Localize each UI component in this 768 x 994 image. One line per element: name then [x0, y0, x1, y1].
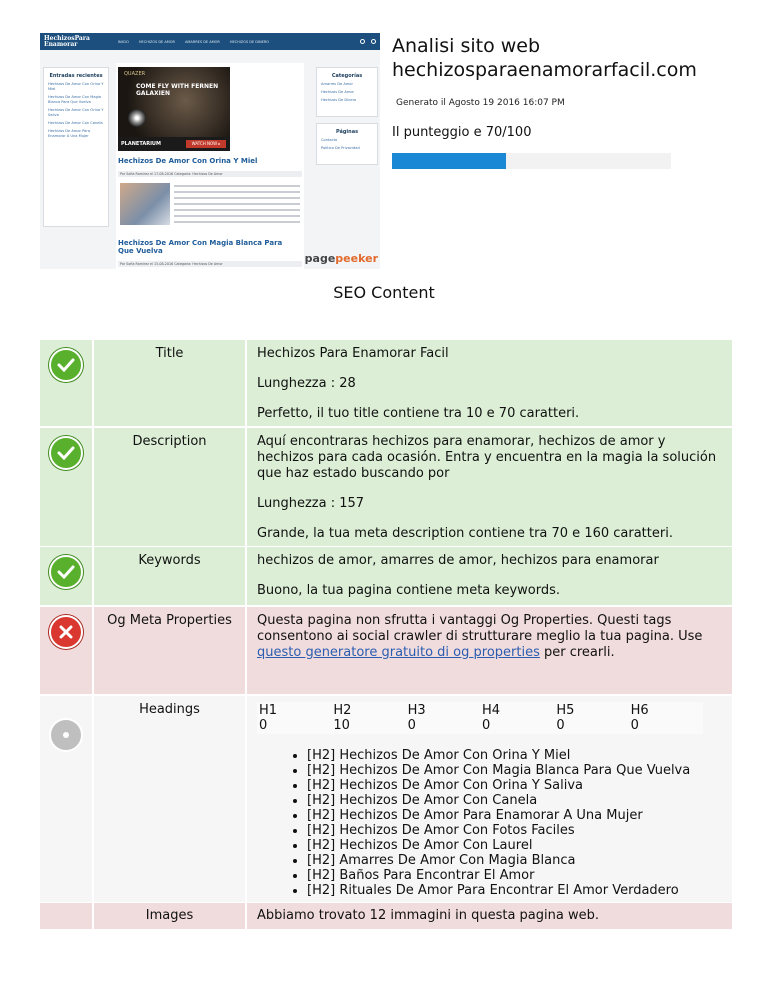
- og-text-end: per crearli.: [539, 645, 615, 660]
- thumb-post-title: Hechizos De Amor Con Orina Y Miel: [118, 157, 258, 165]
- cross-icon: [49, 615, 83, 649]
- thumb-ad-banner: [118, 67, 230, 151]
- section-title: SEO Content: [333, 283, 435, 302]
- seo-row-title: [40, 340, 732, 426]
- list-item: • [H2] Hechizos De Amor Con Magia Blanca Para Que Vuelva: [307, 763, 722, 778]
- list-item: • [H2] Hechizos De Amor Con Orina Y Miel: [307, 748, 722, 763]
- thumb-nav-item: HECHIZOS DE DINERO: [229, 39, 270, 44]
- pagepeeker-watermark: pagepeeker: [304, 252, 378, 265]
- og-generator-link[interactable]: questo generatore gratuito di og properties: [257, 645, 540, 660]
- list-item: • [H2] Baños Para Encontrar El Amor: [307, 868, 722, 883]
- row-label: Images: [92, 903, 247, 929]
- row-label: Keywords: [92, 547, 247, 605]
- thumb-widget-link: Hechizos De Amor Para Enamorar A Una Mujer: [48, 129, 91, 138]
- thumb-widget-title: Páginas: [335, 129, 359, 135]
- list-item: • [H2] Hechizos De Amor Con Canela: [307, 793, 722, 808]
- thumb-nav-item: HECHIZOS DE AMOR: [138, 39, 175, 44]
- website-screenshot: [40, 33, 380, 269]
- score-progress-bar: [392, 153, 671, 169]
- title-value: Hechizos Para Enamorar Facil: [257, 346, 449, 361]
- seo-row-description: [40, 428, 732, 546]
- check-icon: [49, 436, 83, 470]
- thumb-ad-title: COME FLY WITH FERNEN GALAXIEN: [136, 83, 219, 97]
- thumb-navbar: [40, 33, 380, 50]
- thumb-ad-brand: QUAZER: [124, 71, 146, 77]
- site-analysis-title: [392, 34, 697, 82]
- title-line: Analisi sito web: [392, 35, 541, 57]
- seo-row-headings: [40, 696, 732, 902]
- row-value: [247, 607, 732, 694]
- keywords-value: hechizos de amor, amarres de amor, hechizos para enamorar: [257, 553, 659, 568]
- description-value: Aquí encontraras hechizos para enamorar, hechizos de amor y hechizos para cada ocasión. Entra y encuentra en la magia la solución que haz estado buscando por: [257, 434, 717, 481]
- seo-row-keywords: [40, 547, 732, 605]
- check-icon: [49, 555, 83, 589]
- thumb-ad-button: WATCH NOW ▸: [186, 140, 226, 148]
- thumb-widget-title: Categorías: [331, 73, 363, 79]
- heading-col-h4: H4 0: [481, 703, 501, 733]
- thumb-menu-icon: [371, 39, 376, 44]
- row-value: [247, 340, 732, 426]
- score-progress-fill: [392, 153, 506, 169]
- thumb-post-excerpt: [174, 185, 300, 227]
- thumb-ad-bar: [118, 137, 230, 151]
- thumb-post-meta: Por Sofia Ramirez el 17-08-2016 Categoria: Hechizos De Amor: [118, 171, 302, 177]
- thumb-search-icon: [360, 39, 365, 44]
- thumb-recent-posts-widget: [43, 67, 109, 227]
- row-label: Og Meta Properties: [92, 607, 247, 694]
- og-text: Questa pagina non sfrutta i vantaggi Og Properties. Questi tags consentono ai social crawler di strutturare meglio la tua pagina. Use: [257, 613, 703, 644]
- row-label: Title: [92, 340, 247, 426]
- images-value: Abbiamo trovato 12 immagini in questa pagina web.: [257, 908, 599, 923]
- thumb-widget-link: Hechizos De Amor Con Magia Blanca Para Que Vuelva: [48, 95, 102, 104]
- list-item: • [H2] Hechizos De Amor Con Laurel: [307, 838, 722, 853]
- thumb-widget-link: Hechizos De Amor: [321, 90, 355, 94]
- score-text: Il punteggio e 70/100: [392, 125, 532, 140]
- thumb-widget-link: Amarres De Amor: [321, 82, 353, 86]
- thumb-widget-link: Hechizos De Dinero: [321, 98, 357, 102]
- info-icon: [49, 718, 83, 752]
- description-message: Grande, la tua meta description contiene tra 70 e 160 caratteri.: [257, 526, 673, 541]
- thumb-widget-link: Hechizos De Amor Con Orina Y Saliva: [48, 108, 104, 117]
- title-message: Perfetto, il tuo title contiene tra 10 e 70 caratteri.: [257, 406, 580, 421]
- description-length: Lunghezza : 157: [257, 496, 365, 511]
- list-item: • [H2] Rituales De Amor Para Encontrar El Amor Verdadero: [307, 883, 722, 898]
- keywords-message: Buono, la tua pagina contiene meta keywords.: [257, 583, 561, 598]
- list-item: • [H2] Hechizos De Amor Con Fotos Faciles: [307, 823, 722, 838]
- thumb-post-meta: Por Sofia Ramirez el 15-08-2016 Categoria: Hechizos De Amor: [118, 261, 302, 267]
- heading-col-h6: H6 0: [630, 703, 649, 733]
- heading-col-h5: H5 0: [556, 703, 575, 733]
- list-item: • [H2] Hechizos De Amor Para Enamorar A Una Mujer: [307, 808, 722, 823]
- thumb-widget-link: Contacto: [321, 138, 338, 142]
- row-value: [247, 428, 732, 546]
- row-value: [247, 696, 732, 902]
- thumb-ad-bar-text: PLANETARIUM: [121, 141, 161, 147]
- thumb-widget-title: Entradas recientes: [49, 73, 103, 79]
- row-value: [247, 547, 732, 605]
- title-length: Lunghezza : 28: [257, 376, 356, 391]
- heading-col-h1: H1 0: [259, 703, 278, 733]
- seo-row-images: [40, 903, 732, 929]
- thumb-main-content: [116, 63, 304, 269]
- row-label: Headings: [92, 696, 247, 902]
- thumb-categories-widget: [316, 67, 378, 117]
- thumb-widget-link: Política De Privacidad: [321, 146, 360, 150]
- list-item: • [H2] Hechizos De Amor Con Orina Y Saliva: [307, 778, 722, 793]
- list-item: • [H2] Amarres De Amor Con Magia Blanca: [307, 853, 722, 868]
- row-label: Description: [92, 428, 247, 546]
- site-domain: hechizosparaenamorarfacil.com: [392, 59, 697, 81]
- thumb-post-title: Hechizos De Amor Con Magia Blanca Para Que Vuelva: [118, 239, 283, 255]
- check-icon: [49, 348, 83, 382]
- thumb-nav-item: INICIO: [118, 39, 129, 44]
- thumb-ad-planet-icon: [128, 109, 146, 127]
- seo-row-og-properties: [40, 607, 732, 694]
- generated-date: Generato il Agosto 19 2016 16:07 PM: [396, 98, 565, 108]
- heading-col-h3: H3 0: [407, 703, 426, 733]
- thumb-widget-link: Hechizos De Amor Con Canela: [48, 121, 103, 125]
- thumb-nav-item: AMARRES DE AMOR: [184, 39, 220, 44]
- thumb-widget-link: Hechizos De Amor Con Orina Y Miel: [48, 82, 104, 91]
- thumb-pages-widget: [316, 123, 378, 165]
- thumb-logo: HechizosPara Enamorar: [44, 34, 90, 48]
- headings-count-table: [257, 702, 703, 734]
- headings-list: [257, 748, 722, 898]
- thumb-post-photo: [120, 183, 170, 225]
- heading-col-h2: H2 10: [333, 703, 352, 733]
